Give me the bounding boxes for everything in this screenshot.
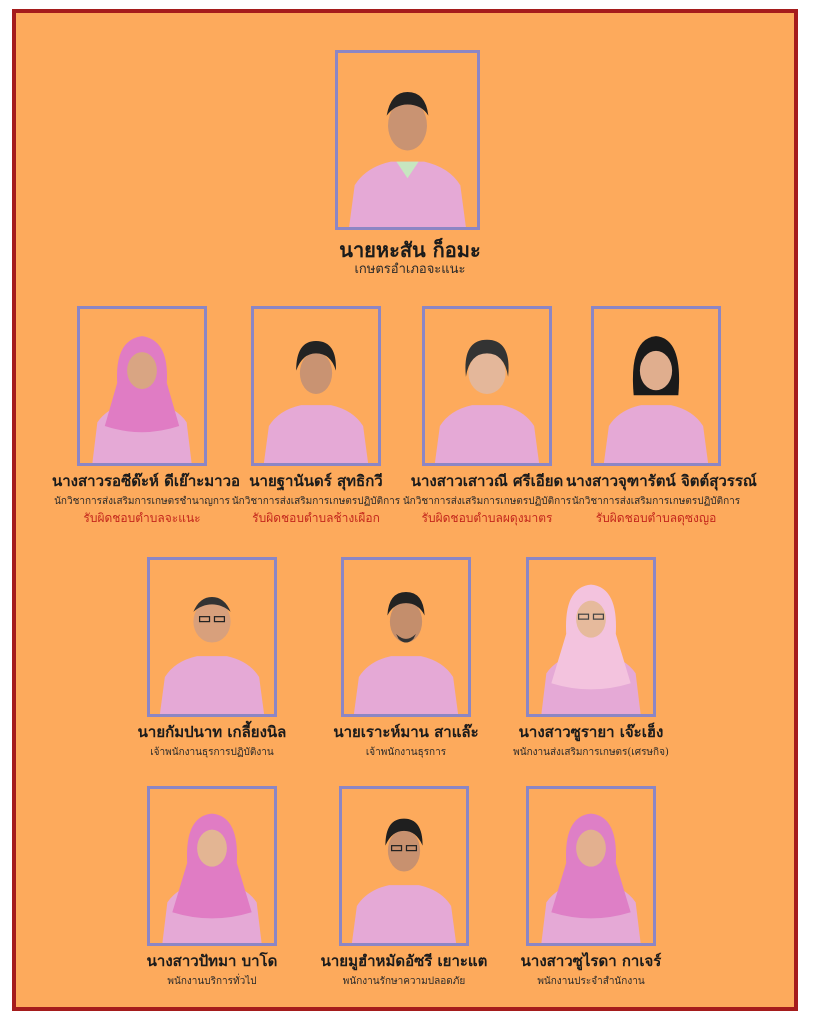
person-photo [341, 557, 471, 717]
person-photo [591, 306, 721, 466]
staff-card [501, 557, 681, 767]
staff-name: นางสาวปัทมา บาโด [146, 952, 278, 970]
staff-card [501, 786, 681, 996]
staff-name: นายกัมปนาท เกลี้ยงนิล [137, 723, 287, 741]
staff-position: เจ้าพนักงานธุรการปฏิบัติงาน [150, 747, 274, 758]
staff-position: พนักงานประจำสำนักงาน [537, 976, 645, 987]
staff-position: พนักงานบริการทั่วไป [167, 976, 257, 987]
staff-responsibility: รับผิดชอบตำบลดุซงญอ [595, 511, 717, 525]
staff-name: นางสาวจุฑารัตน์ จิตต์สุวรรณ์ [566, 472, 757, 490]
person-photo [251, 306, 381, 466]
staff-position: เจ้าพนักงานธุรการ [365, 747, 447, 758]
staff-name: นางสาวเสาวณี ศรีเอียด [410, 472, 564, 490]
chief-name: นายหะสัน ก็อมะ [339, 238, 481, 262]
staff-name: นางสาวรอซีด๊ะห์ ดีเย๊าะมาวอ [52, 472, 241, 490]
staff-responsibility: รับผิดชอบตำบลจะแนะ [83, 511, 201, 525]
person-photo-hijab [147, 786, 277, 946]
staff-card [314, 786, 494, 996]
staff-position: พนักงานรักษาความปลอดภัย [342, 976, 466, 987]
person-photo [147, 557, 277, 717]
person-photo-hijab [526, 557, 656, 717]
staff-card [566, 306, 757, 536]
staff-card [316, 557, 496, 767]
person-photo [335, 50, 480, 230]
staff-name: นายฐานันดร์ สุทธิกวี [249, 472, 383, 490]
staff-position: นักวิชาการส่งเสริมการเกษตรปฏิบัติการ [402, 496, 572, 507]
staff-name: นางสาวซูไรดา กาเจร์ [520, 952, 662, 970]
person-photo [422, 306, 552, 466]
staff-card [397, 306, 577, 536]
staff-position: พนักงานส่งเสริมการเกษตร(เศรษกิจ) [513, 747, 669, 758]
staff-responsibility: รับผิดชอบตำบลผดุงมาตร [421, 511, 553, 525]
staff-card [122, 786, 302, 996]
person-photo-hijab [526, 786, 656, 946]
person-photo [339, 786, 469, 946]
person-photo-hijab [77, 306, 207, 466]
staff-position: นักวิชาการส่งเสริมการเกษตรชำนาญการ [54, 496, 230, 507]
staff-card [226, 306, 406, 536]
staff-responsibility: รับผิดชอบตำบลช้างเผือก [252, 511, 380, 525]
chief-card [260, 50, 560, 280]
staff-card [122, 557, 302, 767]
staff-name: นายมูฮำหมัดอัซรี เยาะแต [320, 952, 488, 970]
staff-position: นักวิชาการส่งเสริมการเกษตรปฏิบัติการ [231, 496, 401, 507]
staff-position: นักวิชาการส่งเสริมการเกษตรปฏิบัติการ [571, 496, 741, 507]
staff-name: นายเราะห์มาน สาแล๊ะ [333, 723, 479, 741]
chief-position: เกษตรอำเภอจะแนะ [354, 262, 466, 277]
staff-card [52, 306, 241, 536]
staff-name: นางสาวซูรายา เจ๊ะเฮ็ง [518, 723, 664, 741]
